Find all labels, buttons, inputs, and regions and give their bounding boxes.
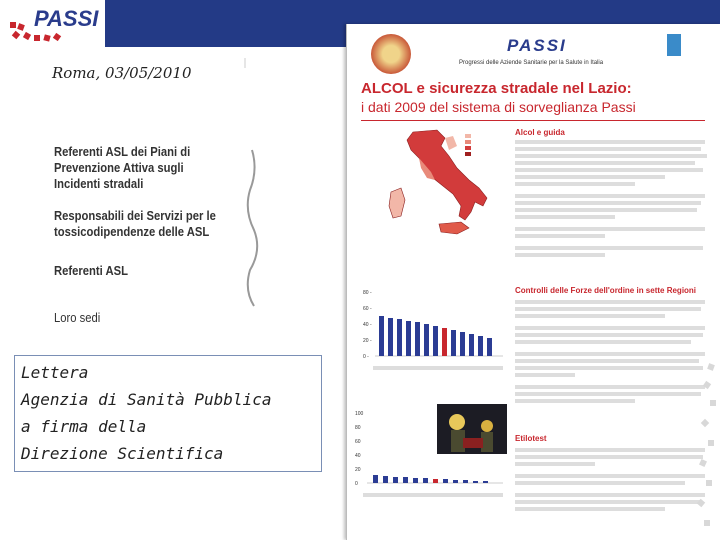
signature-scribble bbox=[242, 148, 264, 308]
letter-addressee-1: Referenti ASL dei Piani di Prevenzione Attiva sugli Incidenti stradali bbox=[54, 145, 191, 191]
chart2-bar bbox=[473, 481, 478, 483]
letter-addressee-2: Responsabili dei Servizi per le tossicodipendenze delle ASL bbox=[54, 209, 216, 239]
chart2-ytick: 40 bbox=[355, 453, 361, 459]
passi-logo bbox=[8, 4, 100, 44]
title-rule bbox=[361, 120, 705, 121]
document-title-line-2: i dati 2009 del sistema di sorveglianza Passi bbox=[361, 99, 636, 115]
letter-date: Roma, 03/05/2010 bbox=[52, 64, 192, 82]
chart1-bar bbox=[406, 321, 411, 356]
regione-seal-icon bbox=[371, 34, 411, 74]
section-police-checks: Controlli delle Forze dell'ordine in sette Regioni bbox=[515, 286, 697, 295]
chart2-ytick: 80 bbox=[355, 425, 361, 431]
controls-bar-chart bbox=[353, 286, 505, 374]
document-subtitle: Progressi delle Aziende Sanitarie per la Salute in Italia bbox=[459, 60, 604, 66]
document-logo: PASSI bbox=[507, 36, 567, 55]
section-1-body bbox=[515, 140, 711, 260]
letter-addressee-4: Loro sedi bbox=[54, 311, 101, 325]
chart1-ytick: 0 - bbox=[363, 354, 369, 360]
chart1-ytick: 60 - bbox=[363, 306, 372, 312]
chart1-ytick: 40 - bbox=[363, 322, 372, 328]
chart1-ytick: 80 - bbox=[363, 290, 372, 296]
chart2-bar bbox=[443, 479, 448, 483]
chart1-bar bbox=[451, 330, 456, 356]
section-breathalyzer: Etilotest bbox=[515, 434, 547, 443]
paper-mark bbox=[240, 58, 250, 78]
chart2-bar bbox=[413, 478, 418, 483]
chart1-bar bbox=[388, 318, 393, 356]
chart2-ytick: 60 bbox=[355, 439, 361, 445]
caption-line-4: Direzione Scientifica bbox=[21, 444, 224, 463]
chart2-ytick: 100 bbox=[355, 411, 364, 417]
chart1-bar bbox=[379, 316, 384, 356]
caption-line-1: Lettera bbox=[21, 363, 89, 382]
institute-logo-icon bbox=[667, 34, 681, 56]
chart1-bar bbox=[433, 326, 438, 356]
letter-addressee-3: Referenti ASL bbox=[54, 264, 128, 278]
decorative-swirl bbox=[690, 360, 720, 540]
document-title-line-1: ALCOL e sicurezza stradale nel Lazio: bbox=[361, 80, 632, 97]
chart1-bar bbox=[487, 338, 492, 356]
chart1-bar bbox=[478, 336, 483, 356]
section-3-body bbox=[515, 448, 711, 514]
chart1-bar bbox=[442, 328, 447, 356]
chart2-bar bbox=[423, 478, 428, 483]
caption-line-3: a firma della bbox=[21, 417, 147, 436]
report-document bbox=[346, 24, 720, 540]
chart1-bar bbox=[397, 319, 402, 356]
chart1-bar bbox=[469, 334, 474, 356]
chart2-bar bbox=[433, 479, 438, 483]
chart2-bar bbox=[403, 477, 408, 483]
chart1-ytick: 20 - bbox=[363, 338, 372, 344]
chart1-bar bbox=[460, 332, 465, 356]
chart2-bar bbox=[463, 480, 468, 483]
chart1-bar bbox=[415, 322, 420, 356]
chart2-bar bbox=[453, 480, 458, 483]
chart2-bar bbox=[373, 475, 378, 483]
chart2-bar bbox=[383, 476, 388, 483]
caption-line-2: Agenzia di Sanità Pubblica bbox=[21, 390, 272, 409]
letter-scan bbox=[30, 58, 320, 348]
caption-box bbox=[14, 355, 322, 472]
chart2-bar bbox=[393, 477, 398, 483]
chart2-ytick: 0 bbox=[355, 481, 358, 487]
chart2-bar bbox=[483, 481, 488, 483]
chart1-bar bbox=[424, 324, 429, 356]
chart2-ytick: 20 bbox=[355, 467, 361, 473]
italy-map bbox=[379, 128, 499, 240]
breathalyzer-bar-chart bbox=[353, 409, 505, 504]
section-alcohol-driving: Alcol e guida bbox=[515, 128, 565, 137]
section-2-body bbox=[515, 300, 711, 406]
logo-text: PASSI bbox=[34, 6, 99, 31]
